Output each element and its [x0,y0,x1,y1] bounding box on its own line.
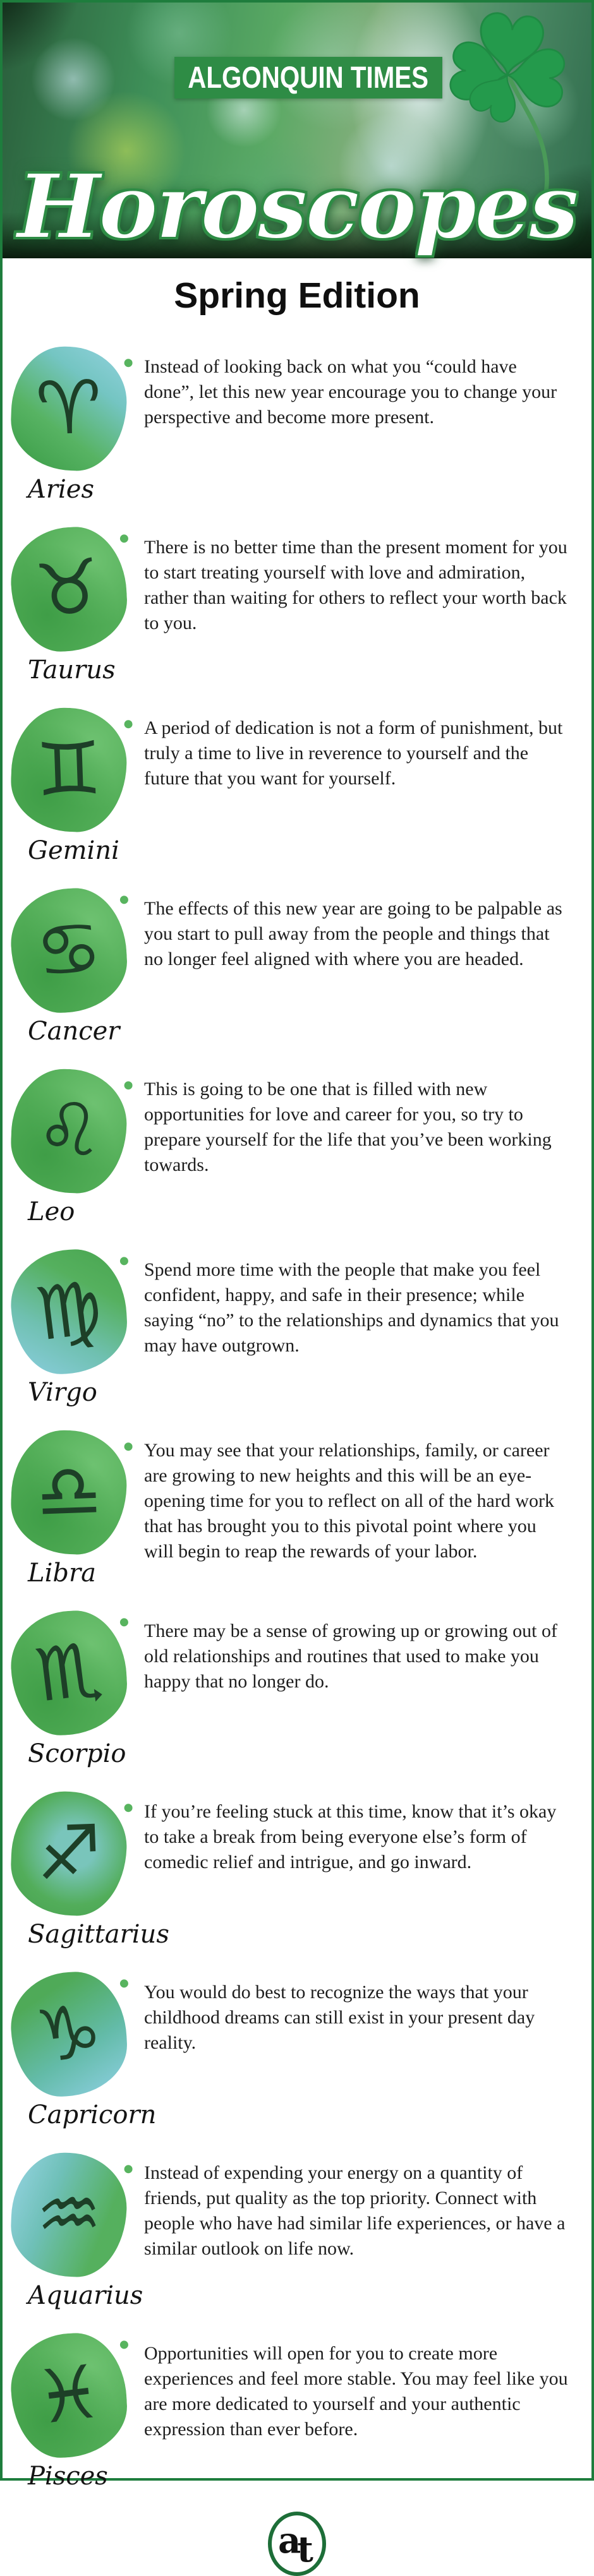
sign-name-libra: Libra [28,1559,96,1588]
page-title: Horoscopes [16,155,577,259]
edition-title: Spring Edition [174,275,420,316]
sign-name-taurus: Taurus [28,656,116,685]
scorpio-blob [8,1608,130,1737]
pisces-icon: ♓ [31,2349,107,2441]
at-logo-letter-t: t [297,2529,313,2570]
capricorn-blob [8,1969,130,2099]
taurus-blob [8,524,130,654]
sign-name-cancer: Cancer [28,1017,120,1046]
sign-text-sagittarius: If you’re feeling stuck at this time, know that it’s okay to take a break from being everyone else’s form of comedic relief and intrigue, and go inward. [144,1801,557,1872]
aquarius-icon: ♒ [34,2171,104,2258]
horoscope-list [3,330,591,2490]
virgo-blob [8,1247,130,1376]
sign-name-leo: Leo [28,1197,75,1226]
sign-name-pisces: Pisces [28,2462,108,2491]
sign-name-virgo: Virgo [28,1378,97,1407]
gemini-blob [9,706,129,834]
sign-section-virgo [11,1237,573,1406]
sign-text-aries: Instead of looking back on what you “could have done”, let this new year encourage you to change your perspective and become more present. [144,356,557,428]
sign-name-gemini: Gemini [28,836,119,865]
sign-text-leo: This is going to be one that is filled with new opportunities for love and career for you, so try to prepare yourself for the life that you’ve been working towards. [144,1079,552,1175]
libra-blob [9,1429,129,1556]
header-photo [3,3,591,258]
sign-section-leo [11,1057,573,1226]
sign-name-capricorn: Capricorn [28,2100,157,2130]
sign-text-cancer: The effects of this new year are going to be palpable as you start to pull away from the people and things that no longer feel aligned with where you are headed. [144,898,562,969]
sign-section-aries [11,334,573,503]
sagittarius-blob [9,1790,129,1917]
sign-text-virgo: Spend more time with the people that make you feel confident, happy, and safe in their presence; while saying “no” to the relationships and dynamics that you may have outgrown. [144,1259,559,1356]
sign-text-gemini: A period of dedication is not a form of punishment, but truly a time to live in reverence to yourself and the future that you want for yourself. [144,717,563,789]
sign-text-capricorn: You would do best to recognize the ways that your childhood dreams can still exist in your present day reality. [144,1982,535,2053]
aries-blob [9,345,129,472]
sign-section-pisces [11,2321,573,2490]
pisces-blob [8,2330,130,2460]
leo-blob [9,1067,129,1195]
at-logo-letter-a: a [278,2520,301,2561]
virgo-icon: ♍ [31,1265,107,1358]
sign-name-aries: Aries [28,475,94,504]
sign-section-sagittarius [11,1779,573,1948]
masthead-title: ALGONQUIN TIMES [188,61,429,95]
sign-name-sagittarius: Sagittarius [28,1920,169,1949]
sign-text-scorpio: There may be a sense of growing up or growing out of old relationships and routines that used to make you happy that no longer do. [144,1620,557,1692]
sign-section-aquarius [11,2140,573,2309]
leo-icon: ♌ [34,1087,104,1175]
aries-icon: ♈ [34,364,104,452]
aquarius-blob [9,2151,129,2279]
sign-section-gemini [11,695,573,865]
sign-text-taurus: There is no better time than the present moment for you to start treating yourself with love and admiration, rather than waiting for others to reflect your worth back to you. [144,537,567,633]
sign-text-libra: You may see that your relationships, family, or career are growing to new heights and this will be an eye-opening time for you to reflect on all of the hard work that has brought you to this pivotal point where you will begin to reap the rewards of your labor. [144,1440,554,1562]
gemini-icon: ♊ [34,726,104,813]
sign-section-taurus [11,515,573,684]
sign-text-aquarius: Instead of expending your energy on a quantity of friends, put quality as the top priority. Connect with people who have had similar life experiences, or have a similar outlook on life now. [144,2162,566,2259]
capricorn-icon: ♑ [31,1987,107,2080]
sign-section-libra [11,1418,573,1587]
sagittarius-icon: ♐ [34,1809,104,1897]
cancer-icon: ♋ [31,904,107,997]
scorpio-icon: ♏ [31,1626,107,1719]
sign-name-aquarius: Aquarius [28,2281,143,2310]
footer [3,2501,591,2576]
taurus-icon: ♉ [31,542,107,635]
libra-icon: ♎ [34,1448,104,1536]
cancer-blob [8,885,130,1015]
algonquin-times-logo-icon [268,2512,326,2576]
sign-name-scorpio: Scorpio [28,1739,126,1768]
sign-section-capricorn [11,1960,573,2129]
sign-section-scorpio [11,1598,573,1768]
sign-text-pisces: Opportunities will open for you to create more experiences and feel more stable. You may feel like you are more dedicated to yourself and your authentic expression than ever before. [144,2343,568,2440]
masthead-banner [174,57,442,99]
sign-section-cancer [11,876,573,1045]
